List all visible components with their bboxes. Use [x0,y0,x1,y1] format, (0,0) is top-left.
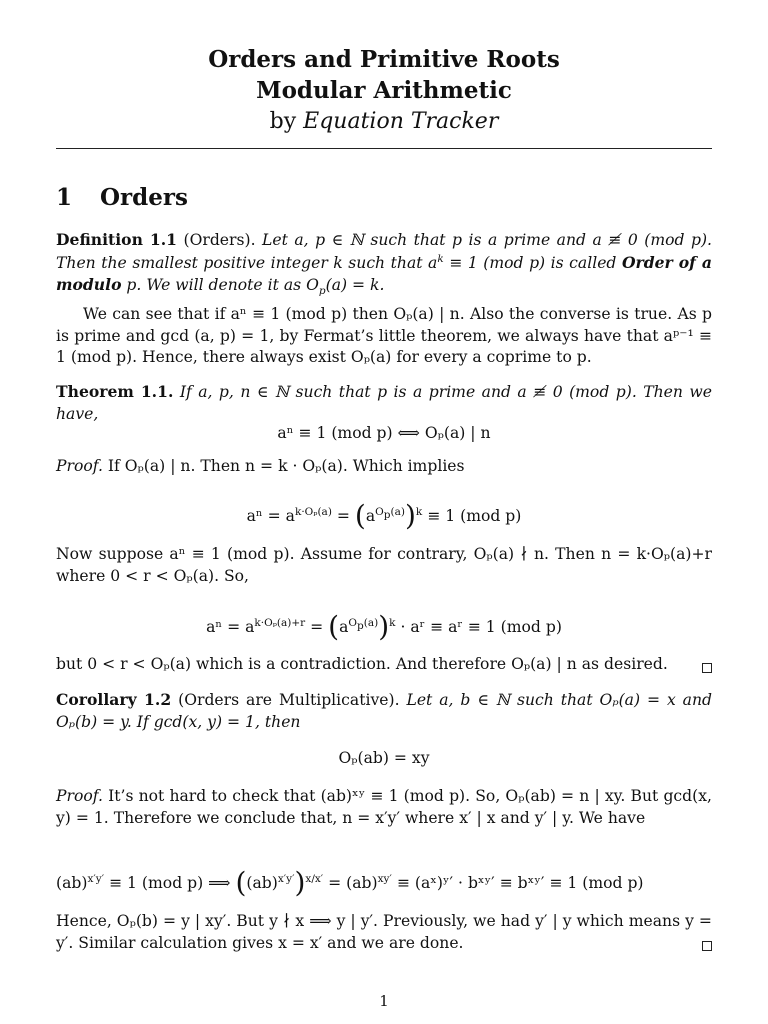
title-line-2: Modular Arithmetic [256,77,512,104]
proof2-display-left: (ab) [56,874,88,892]
proof1-display2-lhs: aⁿ = a [206,618,255,636]
author-line [0,106,768,138]
qed-icon-2 [702,941,712,951]
section-number: 1 [56,184,73,211]
corollary-label: Corollary 1.2 [56,690,172,709]
title-rule [56,148,712,149]
proof1-display1-lhs: aⁿ = a [246,507,295,525]
definition-text-c: p. We will denote it as O [121,276,319,294]
author-name: Equation Tracker [303,109,499,134]
corollary-block [56,689,712,733]
proof1-display2-exp: k·Oₚ(a)+r [254,616,306,629]
corollary-name: (Orders are Multiplicative). [178,691,400,709]
proof2-display-right-exp: xy′ [377,872,392,885]
proof2-intro [56,786,712,829]
definition-term: Order of a modulo [56,252,712,294]
theorem-display: aⁿ ≡ 1 (mod p) ⟺ Oₚ(a) | n [277,424,491,442]
proof2-display-right: = (ab) [323,874,378,892]
section-title: Orders [100,184,188,211]
definition-text-d: (a) = k. [325,276,385,294]
section-heading [56,184,188,211]
proof1-display1-rest: ≡ 1 (mod p) [422,507,522,525]
qed-icon [702,663,712,673]
page-number: 1 [379,992,389,1010]
proof1-conclusion [56,654,712,676]
proof2-conclusion [56,911,712,954]
proof2-text: It’s not hard to check that (ab)ˣʸ ≡ 1 (mod p). So, Oₚ(ab) = n | xy. But gcd(x, y) = 1. Therefore we conclude that, n = x′y′ where x′ | x and y′ | y. We have [56,787,712,827]
proof1-display1: $a^n = a^{k\cdot O_p(a)} = (a^{O_p(a)})^k \equiv 1$ (mod p) [246,499,522,532]
proof2-display-mid: ≡ 1 (mod p) ⟹ [104,874,236,892]
proof1-display2-rest: · aʳ ≡ aʳ ≡ 1 (mod p) [395,618,562,636]
title-line-1: Orders and Primitive Roots [208,46,560,73]
proof2-text2: Hence, Oₚ(b) = y | xy′. But y ∤ x ⟹ y | y′. Previously, we had y′ | y which means y = y′. Similar calculation gives x = x′ and we are done. [56,912,712,952]
proof1-label: Proof. [56,457,103,475]
proof1-intro [56,456,712,478]
proof1-text2: Now suppose aⁿ ≡ 1 (mod p). Assume for contrary, Oₚ(a) ∤ n. Then n = k·Oₚ(a)+r where 0 < r < Oₚ(a). So, [56,545,712,585]
proof2-display-left-exp: x′y′ [87,872,105,885]
theorem-text: If a, p, n ∈ ℕ such that p is a prime and a ≢ 0 (mod p). Then we have, [56,383,712,423]
proof1-display2: $a^n = a^{k\cdot O_p(a)+r} = (a^{O_p(a)})^k$ · aʳ ≡ aʳ ≡ 1 (mod p) [206,610,562,643]
definition-name: (Orders). [183,231,256,249]
intro-paragraph: We can see that if aⁿ ≡ 1 (mod p) then Oₚ(a) | n. Also the converse is true. As p is prime and gcd (a, p) = 1, by Fermat’s little theorem, we always have that aᵖ⁻¹ ≡ 1 (mod p). Hence, there always exist Oₚ(a) for every a coprime to p. [56,305,712,366]
proof1-text: If Oₚ(a) | n. Then n = k · Oₚ(a). Which implies [107,457,465,475]
proof1-text3: but 0 < r < Oₚ(a) which is a contradiction. And therefore Oₚ(a) | n as desired. [56,655,668,673]
definition-text-b: ≡ 1 (mod p) is called [443,253,622,272]
proof2-display-tail: ≡ (aˣ)ʸ′ · bˣʸ′ ≡ bˣʸ′ ≡ 1 (mod p) [391,874,644,892]
proof1-display1-exp: k·Oₚ(a) [294,505,332,518]
definition-label: Definition 1.1 [56,230,177,249]
definition-block: Definition 1.1 (Orders). Let a, p ∈ ℕ such that p is a prime and a ≢ 0 (mod p). Then the smallest positive integer k such that $a^k \equiv 1$ (mod p) is called Order of a modulo p. We will denote it as $O_p(a) = k$. [56,230,712,298]
by-label: by [269,109,297,134]
corollary-display: Oₚ(ab) = xy [338,749,430,767]
proof2-label: Proof. [56,787,103,805]
title-block [0,44,768,138]
theorem-block [56,381,712,425]
definition-text-a: Let a, p ∈ ℕ such that p is a prime and a ≢ 0 (mod p). Then the smallest positive integer k such that a [56,231,712,272]
proof2-display: (ab)$^{x'y'}$ ≡ 1 (mod p) ⟹ $((ab)^{x'y'})^{x/x'} = (ab)^{xy'}$ ≡ (aˣ)ʸ′ · bˣʸ′ ≡ bˣʸ′ ≡ 1 (mod p) [56,866,644,899]
theorem-label: Theorem 1.1. [56,382,174,401]
corollary-text: Let a, b ∈ ℕ such that Oₚ(a) = x and Oₚ(b) = y. If gcd(x, y) = 1, then [56,691,712,731]
